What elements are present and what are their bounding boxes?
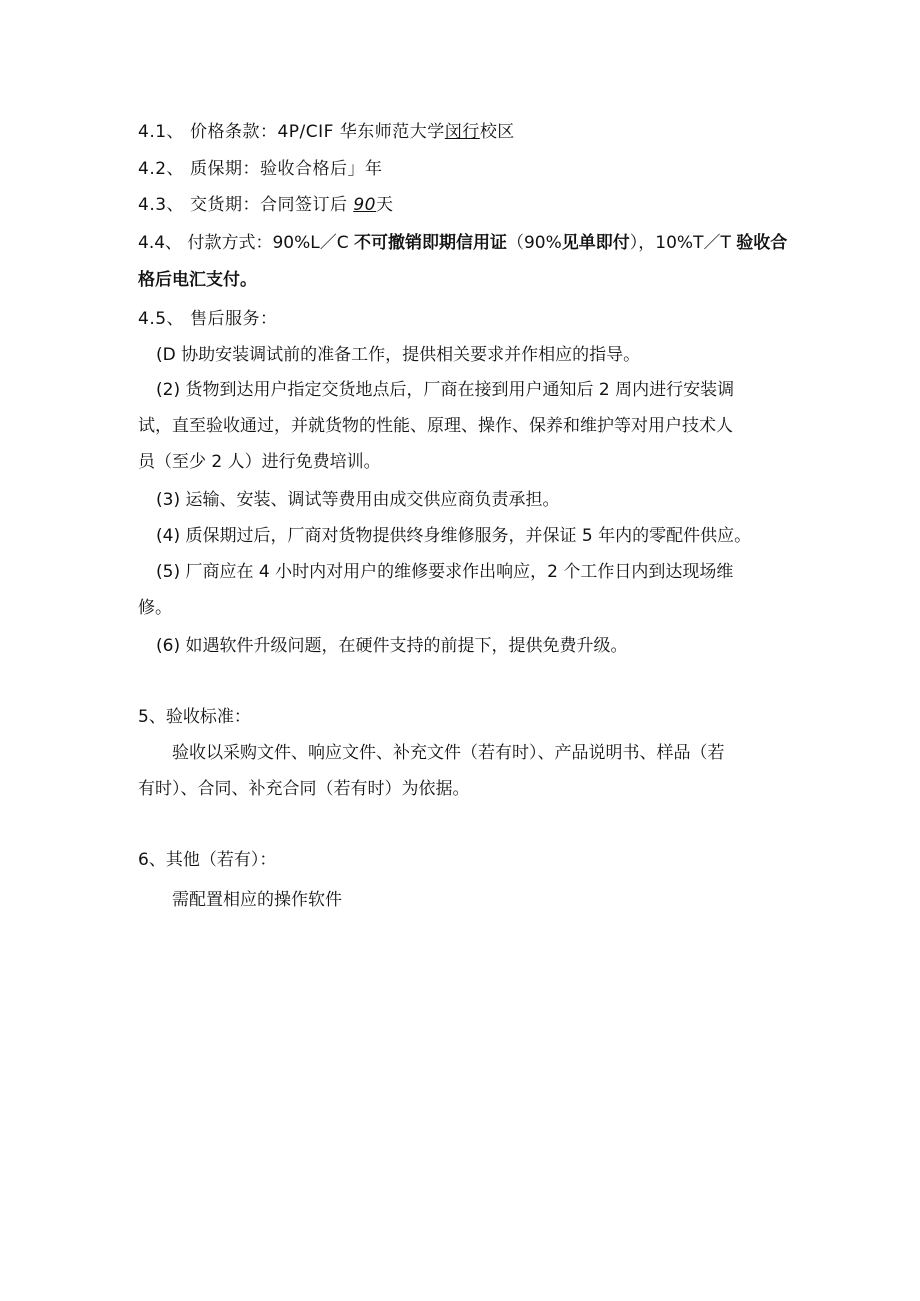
section-6-body: 需配置相应的操作软件 bbox=[172, 890, 342, 910]
clause-4-4-d: 见单即付 bbox=[561, 233, 630, 253]
clause-4-4-a: 4.4、 付款方式：90%L／C bbox=[138, 233, 354, 253]
section-6-title: 6、其他（若有）： bbox=[138, 850, 277, 870]
clause-4-1 bbox=[138, 122, 515, 142]
clause-4-1-campus: 闵行 bbox=[444, 122, 480, 142]
clause-4-4-line2: 格后电汇支付。 bbox=[138, 270, 257, 290]
clause-4-4-e: ），10%T／T bbox=[629, 233, 737, 253]
section-5-body-line2: 有时）、合同、补充合同（若有时）为依据。 bbox=[138, 779, 470, 799]
clause-4-5-item-3: (3) 运输、安装、调试等费用由成交供应商负责承担。 bbox=[156, 490, 560, 510]
clause-4-2: 4.2、 质保期：验收合格后」年 bbox=[138, 159, 383, 179]
section-5-title: 5、验收标准： bbox=[138, 707, 251, 727]
clause-4-5-title: 4.5、 售后服务： bbox=[138, 309, 278, 329]
clause-4-1-prefix: 4.1、 价格条款：4P/CIF 华东师范大学 bbox=[138, 122, 445, 142]
clause-4-5-item-5-line1: (5) 厂商应在 4 小时内对用户的维修要求作出响应，2 个工作日内到达现场维 bbox=[156, 562, 734, 582]
clause-4-3-suffix: 天 bbox=[375, 195, 394, 215]
clause-4-4-f: 验收合 bbox=[736, 233, 788, 253]
clause-4-3-days: 90 bbox=[353, 195, 376, 215]
clause-4-4-b: 不可撤销即期信用证 bbox=[353, 233, 507, 253]
clause-4-4-c: （90% bbox=[506, 233, 562, 253]
clause-4-5-item-2-line2: 试，直至验收通过，并就货物的性能、原理、操作、保养和维护等对用户技术人 bbox=[138, 416, 733, 436]
clause-4-5-item-4: (4) 质保期过后，厂商对货物提供终身维修服务，并保证 5 年内的零配件供应。 bbox=[156, 526, 752, 546]
clause-4-4-line1 bbox=[138, 233, 787, 253]
clause-4-3 bbox=[138, 195, 393, 215]
clause-4-5-item-6: (6) 如遇软件升级问题，在硬件支持的前提下，提供免费升级。 bbox=[156, 636, 628, 656]
clause-4-1-suffix: 校区 bbox=[479, 122, 515, 142]
clause-4-5-item-2-line1: (2) 货物到达用户指定交货地点后，厂商在接到用户通知后 2 周内进行安装调 bbox=[156, 380, 735, 400]
clause-4-5-item-5-line2: 修。 bbox=[138, 598, 172, 618]
section-5-body-line1: 验收以采购文件、响应文件、补充文件（若有时）、产品说明书、样品（若 bbox=[172, 743, 725, 763]
clause-4-5-item-2-line3: 员（至少 2 人）进行免费培训。 bbox=[138, 452, 381, 472]
clause-4-3-prefix: 4.3、 交货期：合同签订后 bbox=[138, 195, 354, 215]
clause-4-5-item-1: (D 协助安装调试前的准备工作，提供相关要求并作相应的指导。 bbox=[156, 345, 641, 365]
